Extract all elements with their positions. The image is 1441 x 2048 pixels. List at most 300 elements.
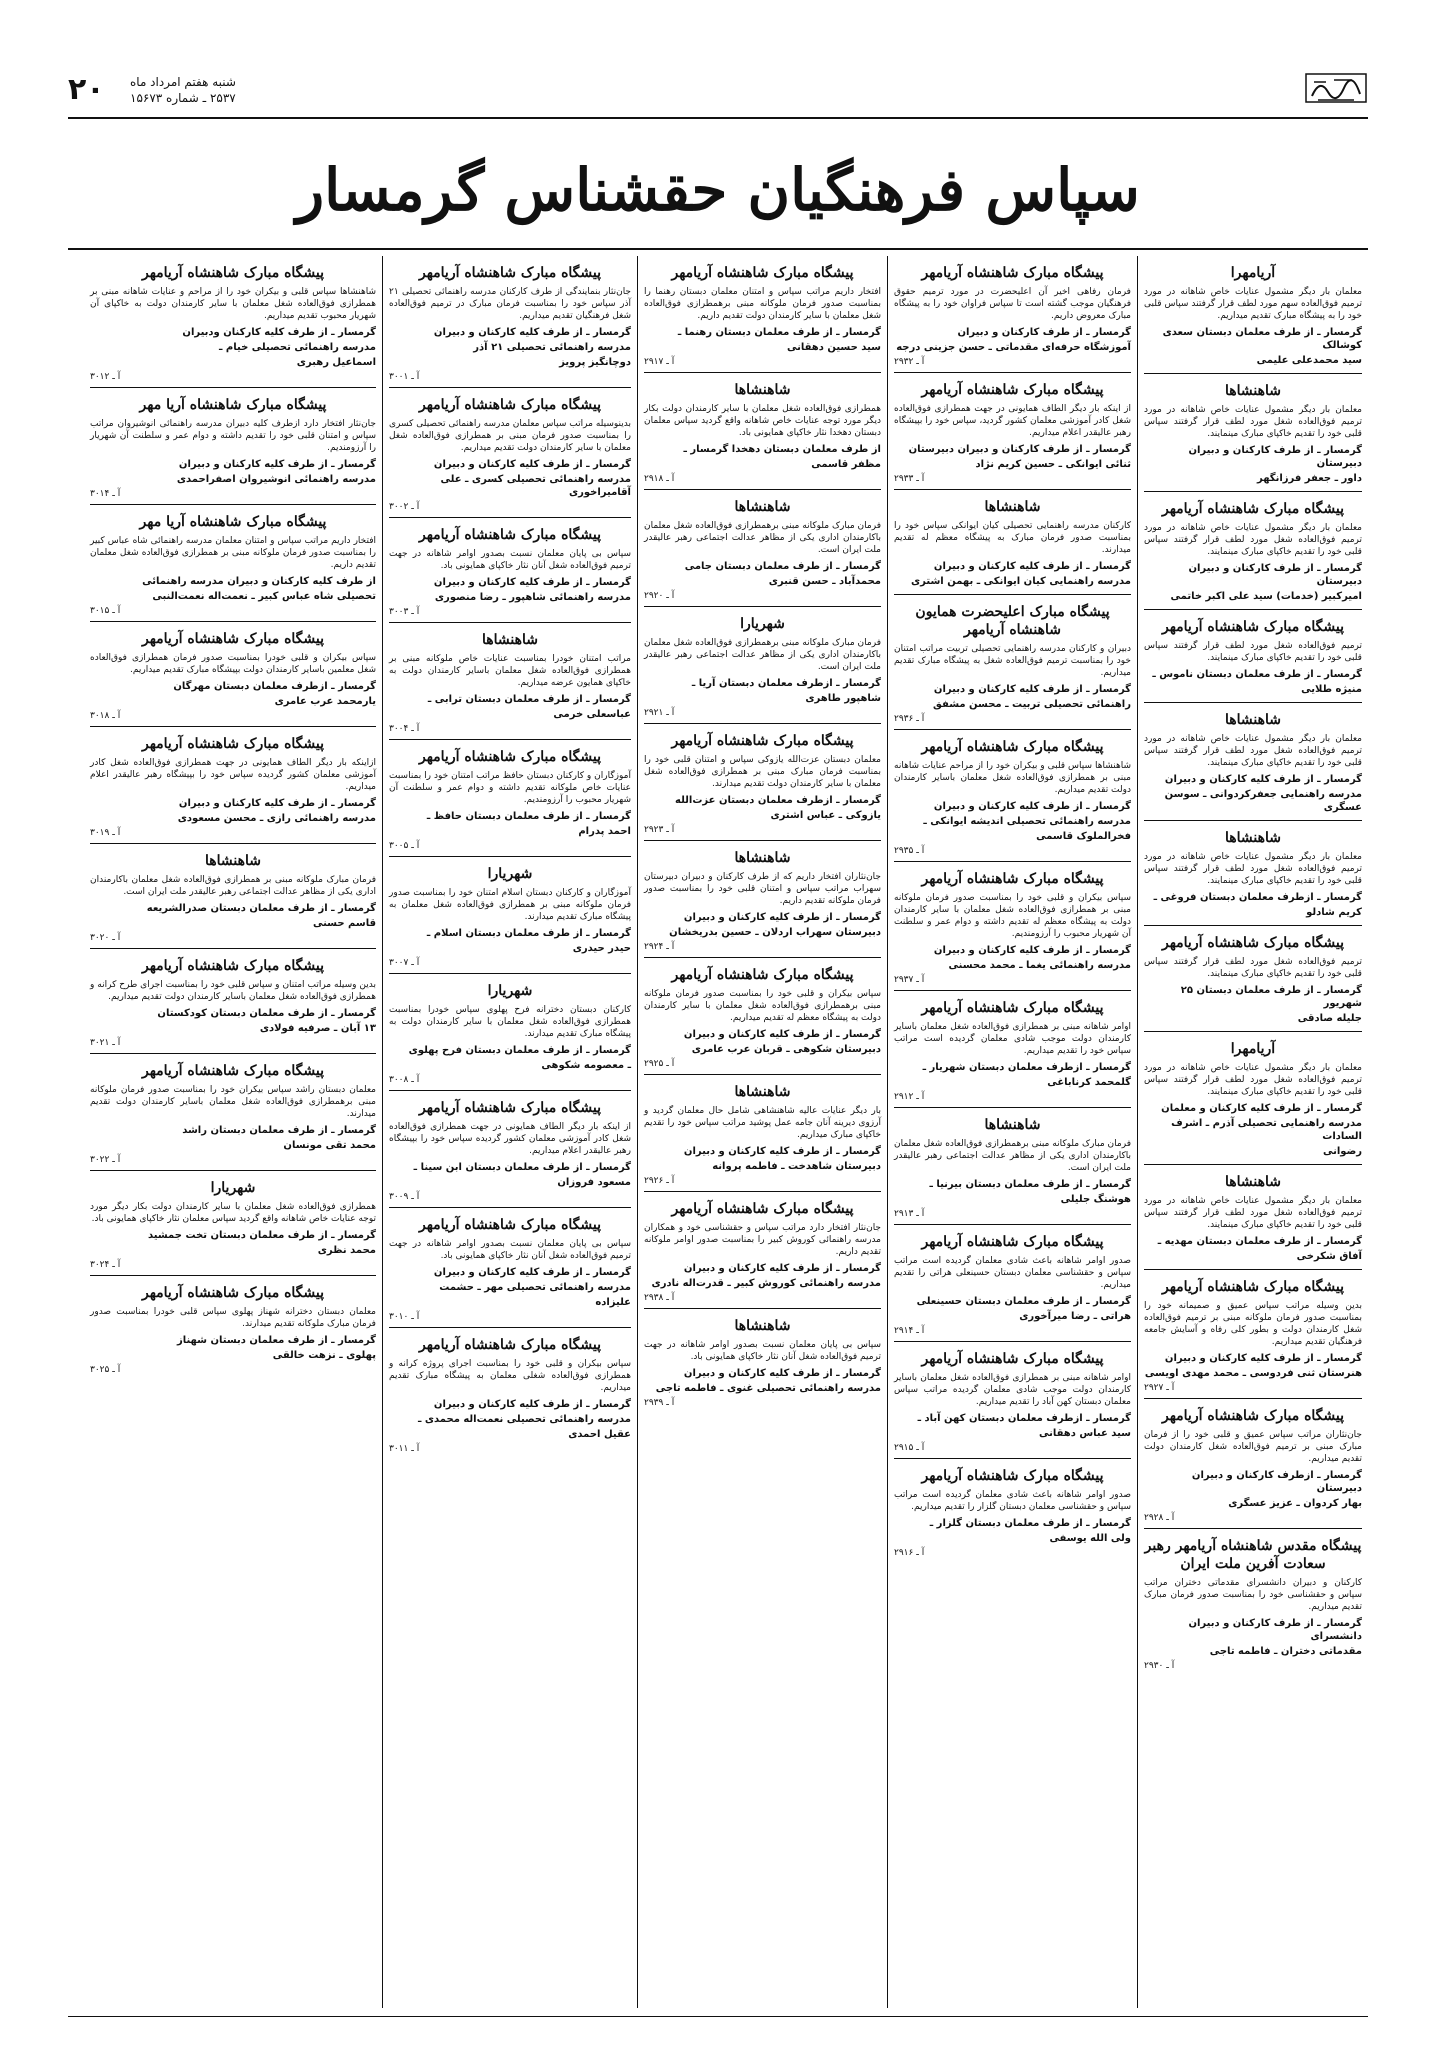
notice-signature-line: احمد پدرام [578, 826, 631, 837]
notice-code: آ ـ ۲۹۲۵ [644, 1059, 675, 1069]
notice [389, 1328, 631, 1459]
notice-signature-line: پهلوی ـ نزهت خالقی [272, 1350, 376, 1361]
notice-heading: پیشگاه مبارک شاهنشاه آریامهر [921, 739, 1104, 755]
notice-heading: شاهنشاها [1224, 383, 1281, 399]
notice-code: آ ـ ۳۰۱۹ [90, 828, 121, 838]
notice-signature-line: دبیرستان سهراب اردلان ـ حسین بدریخشان [669, 927, 881, 938]
notice-code: آ ـ ۲۹۳۲ [894, 357, 925, 367]
notice-code: آ ـ ۲۹۲۷ [1144, 1383, 1175, 1393]
notice [1144, 374, 1362, 492]
notice-signature-line: مدرسه راهنمائی کوروش کبیر ـ قدرت‌اله نادری [651, 1278, 881, 1289]
notice-code: آ ـ ۳۰۰۱ [389, 372, 420, 382]
notice [894, 1459, 1131, 1563]
notice-signature-line: یارمحمد عرب عامری [274, 696, 376, 707]
notice-heading: پیشگاه مبارک شاهنشاه آریامهر [921, 871, 1104, 887]
notice-code: آ ـ ۲۹۲۴ [644, 942, 675, 952]
notice-heading: پیشگاه مبارک شاهنشاه آریامهر [671, 967, 854, 983]
notice-signature-line: گرمسار ـ از طرف کارکنان و دبیران دبیرستان [908, 444, 1131, 455]
notice-body: دبیران و کارکنان مدرسه راهنمایی تحصیلی تربیت مراتب امتنان خود را بمناسبت ترمیم فوق‌العاده شغل به پیشگاه مبارک تقدیم میداریم. [894, 644, 1131, 678]
notice-signature-line: قاسم حسنی [312, 918, 376, 929]
bottom-rule [68, 2016, 1368, 2017]
notice-signature-line: گرمسار ـ از طرف معلمان دبستان اسلام ـ [426, 928, 631, 939]
notice-code: آ ـ ۲۹۱۴ [894, 1326, 925, 1336]
notice-heading: شاهنشاها [734, 850, 791, 866]
notice-heading: پیشگاه مبارک شاهنشاه آریامهر [1161, 619, 1345, 635]
notice-heading: شاهنشاها [481, 632, 538, 648]
notice-signature-line: مدرسه راهنمائی تحصیلی مهر ـ حشمت [439, 1282, 631, 1293]
notice-signature-line: هوشنگ جلیلی [1060, 1194, 1131, 1205]
columns [68, 256, 1368, 2008]
notice-body: معلمان دبستان عزت‌الله یازوکی سپاس و امتنان قلبی خود را بمناسبت فرمان مبارک مبنی بر همطرازی فوق‌العاده شغل معلمان با سایر کارمندان دولت تقدیم میدارند. [644, 755, 881, 789]
notice [389, 974, 631, 1091]
notice-signature-line: گرمسار ـ از طرف معلمان دبستان بیرنیا ـ [929, 1179, 1131, 1190]
notice [389, 1091, 631, 1208]
notice-signature-line: گرمسار ـ از طرف معلمان دبستان ابن سینا ـ [413, 1162, 631, 1173]
notice [90, 505, 376, 622]
notice-heading: پیشگاه مبارک شاهنشاه آریامهر [141, 1285, 325, 1301]
notice-signature-line: گرمسار ـ از طرف معلمان دبستان تخت جمشید [148, 1230, 376, 1241]
notice [90, 844, 376, 949]
column-1 [1138, 256, 1368, 2008]
notice-signature-line: گرمسار ـ از طرف کارکنان و دبیران دبیرستان [1188, 563, 1362, 587]
notice-code: آ ـ ۳۰۱۵ [90, 606, 121, 616]
notice [1144, 256, 1362, 374]
notice-body: فرمان رفاهی اخیر آن اعلیحضرت در مورد ترمیم حقوق فرهنگیان موجب گشته است تا سپاس فراوان خود را به پیشگاه مبارک معروض داریم. [894, 287, 1131, 321]
notice-signature-line: مدرسه راهنمائی رازی ـ محسن مسعودی [177, 813, 376, 824]
notice [1144, 1032, 1362, 1165]
notice-signature-line: محمدآباد ـ حسن قنبری [768, 576, 881, 587]
notice-body: افتخار داریم مراتب سپاس و امتنان معلمان مدرسه راهنمائی شاه عباس کبیر را بمناسبت صدور فرمان ملوکانه مبنی بر همطرازی فوق‌العاده شغل معلمان تقدیم داریم. [90, 536, 376, 570]
date-line: شنبه هفتم امرداد ماه [130, 75, 236, 89]
notice-body: ترمیم فوق‌العاده شغل مورد لطف قرار گرفتند سپاس قلبی خود را تقدیم خاکپای مبارک مینمایند. [1144, 957, 1362, 979]
notice-heading: پیشگاه مبارک شاهنشاه آریامهر [141, 736, 325, 752]
notice-signature-line: ـ معصومه شکوهی [541, 1060, 631, 1071]
notice-signature-line: دوچانگیز پرویز [559, 357, 631, 368]
notice [90, 622, 376, 727]
notice-code: آ ـ ۲۹۱۸ [644, 474, 675, 484]
notice-body: سپاس بیکران و قلبی خود را بمناسبت صدور فرمان ملوکانه مبنی برهمطرازی فوق‌العاده شغل معلمان با سایر کارمندان دولت به پیشگاه معظم له تقدیم میداریم. [644, 989, 881, 1023]
notice-code: آ ـ ۳۰۰۳ [389, 607, 420, 617]
notice [644, 1075, 881, 1192]
notice-code: آ ـ ۳۰۲۴ [90, 1260, 121, 1270]
notice-code: آ ـ ۳۰۱۸ [90, 711, 121, 721]
notice-heading: پیشگاه مبارک شاهنشاه آریامهر [921, 1468, 1104, 1484]
notice-body: از اینکه بار دیگر الطاف همایونی در جهت همطرازی فوق‌العاده شغل کادر آموزشی معلمان کشور گردید، سپاس خود را بپیشگاه رهبر عالیقدر اعلام میداریم. [894, 404, 1131, 438]
notice-body: معلمان بار دیگر مشمول عنایات خاص شاهانه در مورد ترمیم فوق‌العاده شغل مورد لطف قرار گرفتند سپاس قلبی خود را تقدیم خاکپای مبارک مینمایند. [1144, 852, 1362, 886]
notice-heading: پیشگاه مبارک شاهنشاه آریامهر [418, 265, 602, 281]
notice-signature-line: ۱۳ آبان ـ صرفیه فولادی [259, 1023, 376, 1034]
notice-body: صدور اوامر شاهانه باعث شادی معلمان گردیده است مراتب سپاس و حقشناسی معلمان دبستان گلزار را تقدیم میداریم. [894, 1490, 1131, 1512]
banner [68, 150, 1368, 230]
notice-signature-line: گرمسار ـ ازطرف معلمان دبستان شهریار ـ [922, 1062, 1131, 1073]
notice-signature-line: گرمسار ـ از طرف کلیه کارکنان و دبیران [433, 577, 631, 588]
notice-heading: شاهنشاها [984, 1117, 1041, 1133]
notice [1144, 492, 1362, 610]
notice-signature-line: شاهپور طاهری [805, 693, 881, 704]
notice-code: آ ـ ۲۹۲۰ [644, 591, 675, 601]
notice-signature-line: محمد نظری [317, 1245, 376, 1256]
notice-signature-line: مظفر قاسمی [811, 459, 881, 470]
notice-heading: پیشگاه مبارک شاهنشاه آریامهر [1161, 501, 1345, 517]
notice [90, 256, 376, 388]
notice-body: سپاس بیکران و قلبی خودرا بمناسبت صدور فرمان همطرازی فوق‌العاده شغل معلمین باسایر کارمندان دولت بپیشگاه مبارک تقدیم میداریم. [90, 653, 376, 675]
notice-signature-line: راهنمائی تحصیلی تربیت ـ محسن مشفق [932, 699, 1131, 710]
notice-body: شاهنشاها سپاس قلبی و بیکران خود را از مراحم و عنایات شاهانه مبنی بر همطرازی فوق‌العاده شغل معلمان با سایر کارمندان دولت به خاکپای آن شهریار محبوب تقدیم میداریم. [90, 287, 376, 321]
notice-heading: پیشگاه مبارک شاهنشاه آریا مهر [139, 514, 327, 530]
notice-signature-line: گلمحمد کرناباغی [1047, 1077, 1131, 1088]
notice-body: جان‌نثار افتخار دارد مراتب سپاس و حقشناسی خود و همکاران مدرسه راهنمائی کوروش کبیر را بمناسبت صدور اوامر ملوکانه تقدیم داریم. [644, 1223, 881, 1257]
notice-heading: پیشگاه مبارک شاهنشاه آریامهر [418, 1100, 602, 1116]
notice-code: آ ـ ۳۰۰۹ [389, 1192, 420, 1202]
notice-signature-line: فخرالملوک قاسمی [1036, 831, 1131, 842]
notice [389, 740, 631, 857]
notice-heading: پیشگاه مبارک شاهنشاه آریامهر [418, 749, 602, 765]
notice [894, 862, 1131, 991]
notice [1144, 610, 1362, 703]
notice-heading: پیشگاه مبارک شاهنشاه آریامهر [418, 1337, 602, 1353]
notice-signature-line: مدرسه راهنمائی شاهپور ـ رضا منصوری [434, 592, 631, 603]
notice-heading: شاهنشاها [734, 382, 791, 398]
notice-signature-line: گرمسار ـ از طرف کلیه کارکنان و دبیران [933, 945, 1131, 956]
notice-signature-line: گرمسار ـ ازطرف کارکنان و دبیران دبیرستان [1191, 1470, 1362, 1494]
notice-heading: پیشگاه مبارک شاهنشاه آریامهر [141, 631, 325, 647]
notice-signature-line: جلیله صادقی [1297, 1013, 1362, 1024]
notice-body: آموزگاران و کارکنان دبستان حافظ مراتب امتنان خود را بمناسبت عنایات خاص ملوکانه تقدیم داشته و دوام عمر و سلطنت آن شهریار محبوب را آرزومندیم. [389, 771, 631, 805]
notice-signature-line: یازوکی ـ عباس اشتری [770, 810, 881, 821]
notice-code: آ ـ ۲۹۳۵ [894, 846, 925, 856]
notice-body: معلمان بار دیگر مشمول عنایات خاص شاهانه در مورد ترمیم فوق‌العاده شغل مورد لطف قرار گرفتند سپاس قلبی خود را تقدیم خاکپای مبارک مینمایند. [1144, 734, 1362, 768]
notice-signature-line: گرمسار ـ از طرف معلمان دبستان جامی [684, 561, 881, 572]
notice-body: اوامر شاهانه مبنی بر همطرازی فوق‌العاده شغل معلمان باسایر کارمندان دولت موجب شادی معلمان گردیده مراتب سپاس معلمان دبستان کهن آباد را تقدیم میداریم. [894, 1373, 1131, 1407]
notice-signature-line: گرمسار ـ از طرف معلمان دبستان رهنما ـ [677, 327, 881, 338]
notice-signature-line: گرمسار ـ از طرف معلمان دبستان ناموس ـ [1152, 669, 1362, 680]
notice-signature-line: تحصیلی شاه عباس کبیر ـ نعمت‌اله نعمت‌النبی [152, 591, 376, 602]
page-number: ۲۰ [68, 72, 105, 107]
notice-heading: پیشگاه مبارک شاهنشاه آریامهر [671, 733, 854, 749]
notice-heading: آریامهرا [1230, 265, 1276, 281]
notice [644, 607, 881, 724]
notice [894, 730, 1131, 862]
notice [389, 518, 631, 623]
notice [1144, 1529, 1362, 1676]
notice [894, 1225, 1131, 1342]
notice-signature-line: سید حسین دهقانی [786, 342, 881, 353]
notice-code: آ ـ ۲۹۲۸ [1144, 1513, 1175, 1523]
notice-signature-line: گرمسار ـ از طرف کارکنان و دبیران دبیرستان [1188, 445, 1362, 469]
notice-body: همطرازی فوق‌العاده شغل معلمان با سایر کارمندان دولت بکار دیگر مورد توجه عنایات خاص شاهانه واقع گردید سپاس معلمان دبستان دهخدا نثار خاکپای همایونی باد. [644, 404, 881, 438]
notice-body: ترمیم فوق‌العاده شغل مورد لطف قرار گرفتند سپاس قلبی خود را تقدیم خاکپای مبارک مینمایند. [1144, 641, 1362, 663]
notice-code: آ ـ ۳۰۰۷ [389, 958, 420, 968]
notice-heading: پیشگاه مبارک شاهنشاه آریامهر [418, 397, 602, 413]
notice-heading: پیشگاه مبارک شاهنشاه آریامهر [921, 1234, 1104, 1250]
notice-signature-line: گرمسار ـ از طرف معلمان دبستان حسینعلی [916, 1296, 1131, 1307]
notice-signature-line: گرمسار ـ از طرف کلیه کارکنان و دبیران [683, 1263, 881, 1274]
notice-signature-line: مدرسه راهنمائی تحصیلی نعمت‌اله محمدی ـ [417, 1414, 631, 1425]
notice-signature-line: گرمسار ـ از طرف کلیه کارکنان و دبیران [933, 801, 1131, 812]
issue-line: ۲۵۳۷ ـ شماره ۱۵۶۷۳ [130, 91, 236, 105]
notice-signature-line: محمد تقی مونسان [283, 1140, 376, 1151]
notice-signature-line: مدرسه راهنمائی یغما ـ محمد محسنی [948, 960, 1131, 971]
notice-code: آ ـ ۲۹۲۳ [644, 825, 675, 835]
notice-heading: پیشگاه مبارک شاهنشاه آریامهر [921, 265, 1104, 281]
notice-code: آ ـ ۲۹۳۷ [894, 975, 925, 985]
notice-body: از اینکه بار دیگر الطاف همایونی در جهت همطرازی فوق‌العاده شغل کادر آموزشی معلمان کشور گردیده سپاس خود را بپیشگاه رهبر عالیقدر اعلام میداریم. [389, 1122, 631, 1156]
notice-signature-line: سید محمدعلی علیمی [1256, 355, 1362, 366]
notice-body: معلمان بار دیگر مشمول عنایات خاص شاهانه در مورد ترمیم فوق‌العاده شغل مورد لطف قرار گرفتند سپاس قلبی خود را تقدیم خاکپای مبارک مینمایند. [1144, 1063, 1362, 1097]
notice-signature-line: گرمسار ـ از طرف معلمان دبستان راشد [182, 1125, 376, 1136]
notice [389, 1208, 631, 1328]
notice-signature-line: مقدماتی دختران ـ فاطمه تاجی [1209, 1646, 1362, 1657]
notice-signature-line: گرمسار ـ از طرف کلیه کارکنان و دبیران [933, 684, 1131, 695]
notice-body: سپاس بی پایان معلمان نسبت بصدور اوامر شاهانه در جهت ترمیم فوق‌العاده شغل آنان نثار خاکپای همایونی باد. [389, 549, 631, 571]
notice-code: آ ـ ۳۰۱۲ [90, 372, 121, 382]
notice-signature-line: گرمسار ـ از طرف کلیه کارکنان و دبیران [683, 1368, 881, 1379]
notice-signature-line: گرمسار ـ از طرف کلیه کارکنان و دبیران [433, 1267, 631, 1278]
notice-code: آ ـ ۲۹۲۶ [644, 1176, 675, 1186]
notice-signature-line: ولی الله یوسفی [1049, 1533, 1131, 1544]
notice-signature-line: دبیرستان شاهدخت ـ فاطمه پروانه [712, 1161, 881, 1172]
notice [644, 958, 881, 1075]
notice-body: معلمان بار دیگر مشمول عنایات خاص شاهانه در مورد ترمیم فوق‌العاده شغل مورد لطف قرار گرفتند سپاس قلبی خود را تقدیم خاکپای مبارک مینمایند. [1144, 405, 1362, 439]
notice-heading: پیشگاه مبارک شاهنشاه آریامهر [141, 265, 325, 281]
notice-signature-line: اسماعیل رهبری [296, 357, 376, 368]
notice-body: کارکنان دبستان دخترانه فرح پهلوی سپاس خودرا بمناسبت همطرازی فوق‌العاده شغل معلمان با سایر کارمندان دولت به پیشگاه مبارک تقدیم میدارند. [389, 1005, 631, 1039]
notice-heading: پیشگاه مبارک شاهنشاه آریامهر [671, 1201, 854, 1217]
notice-body: بار دیگر عنایات عالیه شاهنشاهی شامل حال معلمان گردید و آرزوی دیرینه آنان جامه عمل پوشید مراتب سپاس خود را تقدیم خاکپای مبارک میداریم. [644, 1106, 881, 1140]
notice-signature-line: داور ـ جعفر فرزانگهر [1256, 473, 1362, 484]
notice-signature-line: گرمسار ـ از طرف معلمان دبستان کودکستان [157, 1008, 376, 1019]
notice [389, 256, 631, 388]
notice-signature-line: مدرسه راهنمایی جعفرکردوانی ـ سوسن عسگری [1164, 789, 1362, 813]
notice-code: آ ـ ۲۹۳۳ [894, 474, 925, 484]
notice [894, 1342, 1131, 1459]
notice [90, 388, 376, 505]
column-2 [888, 256, 1138, 2008]
notice-heading: پیشگاه مبارک شاهنشاه آریامهر [418, 1217, 602, 1233]
notice-code: آ ـ ۲۹۱۷ [644, 357, 675, 367]
column-5 [84, 256, 383, 2008]
notice-signature-line: گرمسار ـ از طرف کارکنان و دبیران دانشسرای [1188, 1618, 1362, 1642]
notice-code: آ ـ ۳۰۲۵ [90, 1365, 121, 1375]
notice-signature-line: گرمسار ـ از طرف کلیه کارکنان ودبیران [182, 327, 376, 338]
notice [90, 727, 376, 844]
notice-heading: شاهنشاها [734, 1318, 791, 1334]
notice-code: آ ـ ۲۹۳۸ [644, 1293, 675, 1303]
notice-signature-line: گرمسار ـ از طرف کلیه کارکنان و دبیران [433, 327, 631, 338]
notice [1144, 703, 1362, 821]
notice-code: آ ـ ۲۹۱۵ [894, 1443, 925, 1453]
notice-body: صدور اوامر شاهانه باعث شادی معلمان گردیده است مراتب سپاس و حقشناسی معلمان دبستان حسینعلی هراتی را تقدیم میداریم. [894, 1256, 1131, 1290]
notice [90, 949, 376, 1054]
notice [1144, 1270, 1362, 1399]
notice-signature-line: منیژه طلایی [1301, 684, 1362, 695]
notice-signature-line: گرمسار ـ از طرف کلیه کارکنان و دبیران [433, 1399, 631, 1410]
notice-heading: شهریارا [740, 616, 785, 632]
notice-heading: پیشگاه مبارک شاهنشاه آریامهر [921, 382, 1104, 398]
notice-signature-line: هراتی ـ رضا میرآخوری [1019, 1311, 1131, 1322]
notice-signature-line: گرمسار ـ ازطرف معلمان دبستان عزت‌الله [675, 795, 881, 806]
notice-signature-line: از طرف معلمان دبستان دهخدا گرمسار ـ [683, 444, 881, 455]
notice [90, 1171, 376, 1276]
notice-signature-line: گرمسار ـ از طرف معلمان دبستان حافظ ـ [426, 811, 631, 822]
notice-code: آ ـ ۲۹۱۲ [894, 1092, 925, 1102]
notice [644, 256, 881, 373]
notice [894, 256, 1131, 373]
notice-code: آ ـ ۳۰۰۲ [389, 502, 420, 512]
notice [1144, 821, 1362, 926]
column-4 [383, 256, 638, 2008]
notice [644, 1192, 881, 1309]
notice-code: آ ـ ۳۰۲۱ [90, 1038, 121, 1048]
notice-heading: شاهنشاها [1224, 830, 1281, 846]
notice [894, 490, 1131, 595]
notice-signature-line: مدرسه راهنمائی تحصیلی کسری ـ علی آقامیراخوری [440, 474, 631, 498]
notice-heading: شاهنشاها [1224, 1174, 1281, 1190]
notice-body: فرمان مبارک ملوکانه مبنی بر همطرازی فوق‌العاده شغل معلمان باکارمندان اداری یکی از مظاهر عدالت اجتماعی رهبر عالیقدر ملت ایران است. [90, 875, 376, 897]
notice-signature-line: گرمسار ـ از طرف معلمان دبستان مهدیه ـ [1157, 1236, 1362, 1247]
notice-signature-line: گرمسار ـ ازطرف معلمان دبستان آریا ـ [691, 678, 881, 689]
notice-heading: پیشگاه مبارک شاهنشاه آریامهر [141, 958, 325, 974]
notice-signature-line: آفاق شکرخی [1296, 1251, 1362, 1262]
notice [644, 490, 881, 607]
notice-signature-line: گرمسار ـ از طرف معلمان دبستان ترابی ـ [427, 694, 631, 705]
notice-signature-line: کریم شادلو [1306, 907, 1362, 918]
notice-signature-line: مدرسه راهنمائی انوشیروان اصفراحمدی [176, 474, 376, 485]
notice-signature-line: هنرستان ثنی فردوسی ـ محمد مهدی اویسی [1144, 1368, 1362, 1379]
notice-body: معلمان بار دیگر مشمول عنایات خاص شاهانه در مورد ترمیم فوق‌العاده شغل مورد لطف قرار گرفتند سپاس قلبی خود را تقدیم خاکپای مبارک مینمایند. [1144, 1196, 1362, 1230]
notice-signature-line: گرمسار ـ از طرف معلمان دبستان فرح پهلوی [408, 1045, 631, 1056]
notice-heading: پیشگاه مبارک شاهنشاه آریامهر [141, 1063, 325, 1079]
notice [894, 595, 1131, 730]
notice-heading: شهریارا [210, 1180, 256, 1196]
notice-signature-line: گرمسار ـ ازطرف معلمان دبستان فروغی ـ [1153, 892, 1362, 903]
notice-signature-line: گرمسار ـ ازطرف معلمان دبستان مهرگان [173, 681, 376, 692]
notice-body: شاهنشاها سپاس قلبی و بیکران خود را از مراحم عنایات شاهانه مبنی بر همطرازی فوق‌العاده شغل معلمان باسایر کارمندان دولت تقدیم میداریم. [894, 761, 1131, 795]
notice-signature-line: امیرکبیر (خدمات) سید علی اکبر خاتمی [1170, 591, 1362, 602]
notice-signature-line: گرمسار ـ از طرف کارکنان و دبیران [957, 327, 1131, 338]
notice-heading: پیشگاه مبارک شاهنشاه آریا مهر [139, 397, 327, 413]
notice-signature-line: سید عباس دهقانی [1038, 1428, 1131, 1439]
notice [90, 1054, 376, 1171]
notice-body: مراتب امتنان خودرا بمناسبت عنایات خاص ملوکانه مبنی بر همطرازی فوق‌العاده شغل معلمان باسایر کارمندان دولت به خاکپای همایون عرضه میداریم. [389, 654, 631, 688]
notice-body: بدین وسیله مراتب سپاس عمیق و صمیمانه خود را بمناسبت صدور فرمان ملوکانه مبنی بر ترمیم فوق‌العاده شغل کارمندان دولت و بطور کلی رفاه و آسایش جامعه فرهنگیان تقدیم میداریم. [1144, 1301, 1362, 1347]
notice-signature-line: گرمسار ـ از طرف کلیه کارکنان و معلمان [1161, 1103, 1362, 1114]
notice-body: کارکنان مدرسه راهنمایی تحصیلی کیان ایوانکی سپاس خود را بمناسبت صدور فرمان مبارک به پیشگاه معظم له تقدیم میدارند. [894, 521, 1131, 555]
notice-heading: شاهنشاها [204, 853, 261, 869]
notice-signature-line: گرمسار ـ ازطرف معلمان دبستان کهن آباد ـ [917, 1413, 1131, 1424]
notice-code: آ ـ ۳۰۰۴ [389, 724, 420, 734]
notice-code: آ ـ ۳۰۲۲ [90, 1155, 121, 1165]
banner-rule [68, 248, 1368, 250]
notice-signature-line: رضوانی [1323, 1146, 1362, 1157]
notice-body: اوامر شاهانه مبنی بر همطرازی فوق‌العاده شغل معلمان باسایر کارمندان دولت موجب شادی معلمان گردیده است مراتب سپاس خود را تقدیم میداریم. [894, 1022, 1131, 1056]
notice-body: فرمان مبارک ملوکانه مبنی برهمطرازی فوق‌العاده شغل معلمان باکارمندان اداری یکی از مظاهر عدالت اجتماعی رهبر عالیقدر ملت ایران است. [894, 1139, 1131, 1173]
notice [644, 841, 881, 958]
notice-heading: پیشگاه مبارک شاهنشاه آریامهر [671, 265, 854, 281]
notice-body: جان‌نثار بنمایندگی از طرف کارکنان مدرسه راهنمائی تحصیلی ۲۱ آذر سپاس خود را بمناسبت فرمان مبارک در ترمیم فوق‌العاده شغل فرهنگیان تقدیم میداریم. [389, 287, 631, 321]
notice-signature-line: مدرسه راهنمائی تحصیلی ۲۱ آذر [473, 342, 631, 353]
notice-body: معلمان دبستان دخترانه شهناز پهلوی سپاس قلبی خودرا بمناسبت صدور فرمان مبارک ملوکانه تقدیم میدارند. [90, 1307, 376, 1329]
notice-signature-line: گرمسار ـ از طرف کلیه کارکنان و دبیران [683, 1146, 881, 1157]
notice-signature-line: علیزاده [595, 1297, 631, 1308]
notice-body: معلمان بار دیگر مشمول عنایات خاص شاهانه در مورد ترمیم فوق‌العاده سهم مورد لطف قرار گرفتند سپاس قلبی خود را به پیشگاه مبارک تقدیم میداریم. [1144, 287, 1362, 321]
notice-signature-line: گرمسار ـ از طرف معلمان دبستان صدرالشریعه [146, 903, 376, 914]
column-3 [638, 256, 888, 2008]
notice-heading: شاهنشاها [734, 1084, 791, 1100]
notice-signature-line: مدرسه راهنمائی تحصیلی خیام ـ [219, 342, 376, 353]
notice-heading: پیشگاه مبارک شاهنشاه آریامهر [921, 1351, 1104, 1367]
notice-heading: پیشگاه مبارک شاهنشاه آریامهر [1161, 935, 1345, 951]
notice-signature-line: مدرسه راهنمائی تحصیلی اندیشه ایوانکی ـ [923, 816, 1131, 827]
notice-body: بدین وسیله مراتب امتنان و سپاس قلبی خود را بمناسبت اجرای طرح کرانه و همطرازی فوق‌العاده شغل معلمان باسایر کارمندان دولت تقدیم میداریم. [90, 980, 376, 1002]
masthead [68, 68, 1368, 114]
notice-signature-line: گرمسار ـ از طرف معلمان دبستان ۲۵ شهریور [1180, 985, 1362, 1009]
notice-signature-line: گرمسار ـ از طرف کلیه کارکنان و دبیران [683, 1029, 881, 1040]
notice-heading: شهریارا [487, 983, 533, 999]
notice-signature-line: مدرسه راهنمائی تحصیلی غنوی ـ فاطمه تاجی [655, 1383, 881, 1394]
notice-heading: پیشگاه مبارک اعلیحضرت همایون شاهنشاه آریامهر [915, 604, 1110, 638]
notice-signature-line: عباسعلی خرمی [553, 709, 631, 720]
notice-body: فرمان مبارک ملوکانه مبنی برهمطرازی فوق‌العاده شغل معلمان باکارمندان اداری یکی از مظاهر عدالت اجتماعی رهبر عالیقدر ملت ایران است. [644, 521, 881, 555]
notice-body: ازاینکه بار دیگر الطاف همایونی در جهت همطرازی فوق‌العاده شغل کادر آموزشی معلمان کشور گردیده سپاس خود را بپیشگاه رهبر عالیقدر اعلام میداریم. [90, 758, 376, 792]
notice-heading: پیشگاه مقدس شاهنشاه آریامهر رهبر سعادت آفرین ملت ایران [1144, 1538, 1362, 1572]
notice-signature-line: گرمسار ـ از طرف کلیه کارکنان و دبیران [683, 912, 881, 923]
notice-signature-line: مسعود فروزان [557, 1177, 631, 1188]
notice-body: جان‌نثار افتخار دارد ازطرف کلیه دبیران مدرسه راهنمائی انوشیروان مراتب سپاس و امتنان قلبی خود را تقدیم داشته و دوام عمر و سلطنت آن شهریار را آرزومندیم. [90, 419, 376, 453]
notice-code: آ ـ ۲۹۲۱ [644, 708, 675, 718]
notice-body: سپاس بی پایان معلمان نسبت بصدور اوامر شاهانه در جهت ترمیم فوق‌العاده شغل آنان نثار خاکپای همایونی باد. [389, 1239, 631, 1261]
notice-heading: پیشگاه مبارک شاهنشاه آریامهر [1161, 1408, 1345, 1424]
notice-body: بدینوسیله مراتب سپاس معلمان مدرسه راهنمائی تحصیلی کسری را بمناسبت صدور فرمان مبنی بر همطرازی فوق‌العاده شغل معلمان با سایر کارمندان دولت تقدیم میداریم. [389, 419, 631, 453]
notice-body: معلمان بار دیگر مشمول عنایات خاص شاهانه در مورد ترمیم فوق‌العاده شغل مورد لطف قرار گرفتند سپاس قلبی خود را تقدیم خاکپای مبارک مینمایند. [1144, 523, 1362, 557]
notice-signature-line: حیدر حیدری [572, 943, 631, 954]
notice-signature-line: گرمسار ـ از طرف معلمان دبستان شهناز [176, 1335, 376, 1346]
notice-code: آ ـ ۳۰۱۰ [389, 1312, 420, 1322]
notice [644, 1309, 881, 1413]
notice [389, 857, 631, 974]
notice-body: افتخار داریم مراتب سپاس و امتنان معلمان دبستان رهنما را بمناسبت صدور فرمان ملوکانه مبنی برهمطرازی فوق‌العاده شغل معلمان با سایر کارمندان دولت تقدیم داریم. [644, 287, 881, 321]
notice [894, 373, 1131, 490]
notice-code: آ ـ ۲۹۱۳ [894, 1209, 925, 1219]
notice-code: آ ـ ۳۰۰۵ [389, 841, 420, 851]
notice [1144, 1399, 1362, 1529]
notice-body: سپاس بی پایان معلمان نسبت بصدور اوامر شاهانه در جهت ترمیم فوق‌العاده شغل آنان نثار خاکپای همایونی باد. [644, 1340, 881, 1362]
notice [1144, 926, 1362, 1032]
notice-signature-line: دبیرستان شکوهی ـ قربان عرب عامری [691, 1044, 881, 1055]
notice-signature-line: مدرسه راهنمایی تحصیلی آذرم ـ اشرف السادات [1171, 1118, 1362, 1142]
notice [644, 373, 881, 490]
notice-heading: شاهنشاها [734, 499, 791, 515]
banner-title: سپاس فرهنگیان حقشناس گرمسار [296, 156, 1140, 224]
notice [894, 1108, 1131, 1225]
notice-code: آ ـ ۲۹۳۶ [894, 714, 925, 724]
notice [389, 388, 631, 518]
notice-signature-line: از طرف کلیه کارکنان و دبیران مدرسه راهنمائی [142, 576, 376, 587]
notice-signature-line: بهار کردوان ـ عزیز عسگری [1228, 1498, 1362, 1509]
notice-code: آ ـ ۲۹۳۹ [644, 1398, 675, 1408]
notice [644, 724, 881, 841]
notice-heading: آریامهرا [1230, 1041, 1276, 1057]
notice-signature-line: مدرسه راهنمایی کیان ایوانکی ـ بهمن اشتری [910, 576, 1131, 587]
notice-signature-line: ثنائی ایوانکی ـ حسین کریم نژاد [975, 459, 1131, 470]
notice-signature-line: گرمسار ـ از طرف معلمان دبستان سعدی کوشالک [1162, 327, 1362, 351]
notice-body: کارکنان و دبیران دانشسرای مقدماتی دختران مراتب سپاس و حقشناسی خود را بمناسبت صدور فرمان مبارک تقدیم میداریم. [1144, 1578, 1362, 1612]
notice-heading: پیشگاه مبارک شاهنشاه آریامهر [1161, 1279, 1345, 1295]
notice-signature-line: گرمسار ـ از طرف کلیه کارکنان و دبیران [1164, 774, 1362, 785]
notice-code: آ ـ ۳۰۰۸ [389, 1075, 420, 1085]
notice-signature-line: گرمسار ـ از طرف معلمان دبستان گلزار ـ [929, 1518, 1131, 1529]
notice-code: آ ـ ۳۰۲۰ [90, 933, 121, 943]
